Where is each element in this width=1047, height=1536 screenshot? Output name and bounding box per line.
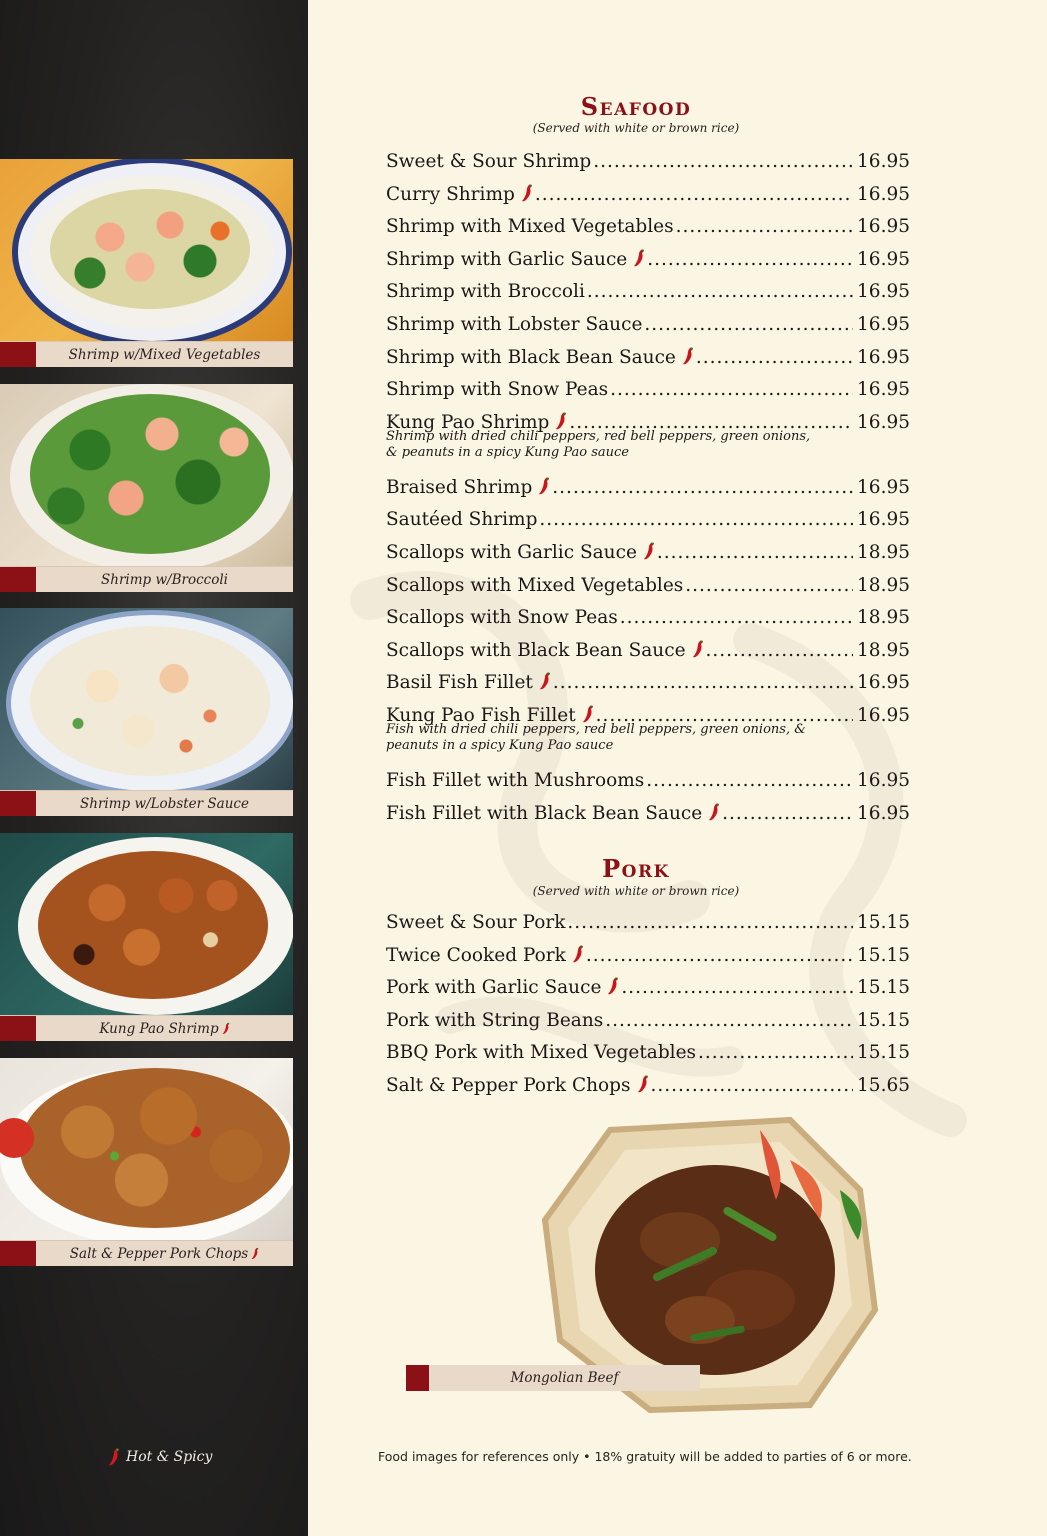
photo-card-shrimp-mixed-vegetables [0,159,293,367]
photo-card-salt-pepper-pork-chops [0,1058,293,1266]
menu-item-price: 16.95 [857,313,910,335]
menu-item-name [386,509,537,530]
menu-item-name [386,977,619,998]
dot-leader [535,184,853,205]
menu-item-price: 16.95 [857,183,910,205]
section-subtitle-seafood: (Served with white or brown rice) [532,121,740,135]
menu-item-name-text: Shrimp with Garlic Sauce [386,248,628,270]
dot-leader [698,1042,853,1063]
menu-item [386,977,910,1010]
photo-caption [0,1240,293,1266]
dot-leader [647,249,853,270]
menu-item-row [386,912,910,933]
menu-item-name-text: BBQ Pork with Mixed Vegetables [386,1042,697,1064]
menu-item-price: 15.65 [857,1074,910,1096]
dot-leader [621,977,853,998]
dot-leader [657,542,853,563]
menu-item-row [386,803,910,824]
menu-item-name-text: Shrimp with Snow Peas [386,379,609,401]
dot-leader [553,672,853,693]
section-title-pork: Pork [602,854,670,883]
menu-item-price: 16.95 [857,672,910,694]
menu-item-name [386,216,674,237]
menu-item-name [386,347,694,368]
menu-item-name-text: Sweet & Sour Shrimp [386,151,592,172]
menu-item [386,705,910,770]
menu-item [386,640,910,673]
menu-item-name-text: Shrimp with Lobster Sauce [386,313,643,335]
menu-item [386,575,910,608]
menu-item-price: 16.95 [857,248,910,270]
dot-leader [651,1075,854,1096]
menu-item-name [386,1010,603,1031]
menu-item-row [386,977,910,998]
menu-item-name-text: Pork with String Beans [386,1009,604,1031]
menu-item-name-text: Basil Fish Fillet [386,672,533,694]
menu-item-price: 16.95 [857,281,910,303]
hot-pepper-icon [539,672,551,690]
menu-item-price: 16.95 [857,379,910,401]
menu-item [386,184,910,217]
dot-leader [586,945,853,966]
menu-item-price: 16.95 [857,346,910,368]
legend-text: Hot & Spicy [126,1449,213,1465]
menu-item-row [386,1075,910,1096]
seafood-menu-list [386,151,910,835]
dot-leader [587,281,853,302]
menu-item-price: 16.95 [857,769,910,791]
dot-leader [646,770,853,791]
menu-item-row [386,477,910,498]
dot-leader [539,509,853,530]
menu-item-row [386,1010,910,1031]
menu-item-name-text: Shrimp with Broccoli [386,281,585,303]
dot-leader [605,1010,853,1031]
hot-pepper-icon [572,945,584,963]
photo-caption-text [36,1241,293,1267]
menu-item-name [386,314,642,335]
menu-item [386,1075,910,1108]
photo-caption [0,790,293,816]
menu-item-name-text: Scallops with Black Bean Sauce [386,639,686,661]
hot-pepper-icon [643,542,655,560]
photo-card-shrimp-broccoli [0,384,293,592]
menu-item [386,1042,910,1075]
menu-item-row [386,509,910,530]
photo-caption-text: Shrimp w/Broccoli [101,572,228,588]
menu-item-row [386,542,910,563]
menu-item-price: 18.95 [857,574,910,596]
menu-item-price: 16.95 [857,216,910,238]
menu-item [386,542,910,575]
menu-item-name-text: Kung Pao Shrimp [386,411,550,433]
menu-item-row [386,379,910,400]
menu-item-name [386,575,683,596]
menu-item-row [386,945,910,966]
menu-item-price: 16.95 [857,151,910,172]
menu-item-description: Fish with dried chili peppers, red bell peppers, green onions, & peanuts in a spicy Kung Pao sauce [386,721,806,753]
menu-item-price: 18.95 [857,541,910,563]
food-photo [0,1058,293,1240]
photo-caption-label: Salt & Pepper Pork Chops [69,1246,249,1262]
hot-pepper-icon [633,249,645,267]
menu-item [386,314,910,347]
menu-item-name [386,542,655,563]
menu-item [386,216,910,249]
menu-item-price: 15.15 [857,977,910,999]
menu-item-price: 18.95 [857,607,910,629]
menu-item-name-text: Fish Fillet with Mushrooms [386,769,645,791]
hot-pepper-icon [521,184,533,202]
menu-item-price: 15.15 [857,912,910,933]
menu-item-name-text: Salt & Pepper Pork Chops [386,1074,631,1096]
hot-pepper-icon [607,977,619,995]
menu-item [386,509,910,542]
dot-leader [610,379,853,400]
menu-item-name [386,281,585,302]
menu-item-name [386,184,533,205]
menu-item-name [386,945,584,966]
menu-item [386,151,910,184]
menu-item [386,249,910,282]
menu-item-name-text: Scallops with Snow Peas [386,607,618,629]
food-photo [0,608,293,790]
menu-item [386,281,910,314]
food-photo [0,833,293,1015]
menu-item-name-text: Scallops with Garlic Sauce [386,541,637,563]
menu-item [386,672,910,705]
section-title-seafood: Seafood [580,92,692,121]
menu-item-row [386,640,910,661]
hot-pepper-icon [222,1022,230,1035]
menu-item-row [386,1042,910,1063]
menu-item [386,477,910,510]
menu-item-name-text: Shrimp with Mixed Vegetables [386,216,674,238]
hot-pepper-icon [538,477,550,495]
menu-item-row [386,347,910,368]
photo-caption [0,566,293,592]
dot-leader [696,347,853,368]
hot-pepper-icon [108,1447,120,1467]
mongolian-beef-caption [406,1365,700,1391]
menu-item [386,412,910,477]
menu-item-name [386,477,550,498]
menu-item-name [386,379,608,400]
pork-menu-list [386,912,910,1108]
menu-item-name [386,151,591,172]
menu-item [386,347,910,380]
menu-item-name [386,770,644,791]
hot-pepper-icon [582,705,594,723]
dot-leader [593,151,853,172]
menu-item-price: 16.95 [857,476,910,498]
menu-item-name-text: Fish Fillet with Black Bean Sauce [386,802,703,824]
menu-item-price: 16.95 [857,802,910,824]
menu-item-name-text: Twice Cooked Pork [386,944,566,966]
menu-item-name-text: Braised Shrimp [386,476,533,498]
menu-item-name [386,912,565,933]
menu-item-row [386,281,910,302]
mongolian-beef-caption-text: Mongolian Beef [510,1370,619,1386]
dot-leader [567,912,853,933]
photo-caption-label: Kung Pao Shrimp [99,1021,219,1037]
menu-item-row [386,216,910,237]
menu-item-name [386,249,645,270]
dot-leader [676,216,853,237]
dot-leader [722,803,853,824]
menu-item-name [386,607,618,628]
photo-caption [0,1015,293,1041]
menu-item-name-text: Curry Shrimp [386,183,515,205]
menu-item-name-text: Kung Pao Fish Fillet [386,704,576,726]
menu-item-name-text: Scallops with Mixed Vegetables [386,574,684,596]
hot-pepper-icon [555,412,567,430]
menu-item-price: 16.95 [857,704,910,726]
hot-pepper-icon [708,803,720,821]
menu-item [386,803,910,836]
menu-item-name [386,803,720,824]
menu-item-row [386,314,910,335]
hot-pepper-icon [637,1075,649,1093]
menu-item-name-text: Sautéed Shrimp [386,509,538,531]
menu-item [386,770,910,803]
menu-item-price: 15.15 [857,944,910,966]
menu-item-price: 15.15 [857,1009,910,1031]
menu-item-row [386,672,910,693]
menu-item-name-text: Pork with Garlic Sauce [386,977,602,999]
menu-item-name [386,640,704,661]
photo-caption-text: Shrimp w/Mixed Vegetables [68,347,261,363]
dot-leader [620,607,853,628]
hot-spicy-legend [108,1447,212,1467]
photo-card-kung-pao-shrimp [0,833,293,1041]
menu-item-name-text: Shrimp with Black Bean Sauce [386,346,676,368]
menu-item-row [386,249,910,270]
menu-item-price: 16.95 [857,509,910,531]
menu-item-price: 16.95 [857,411,910,433]
section-subtitle-pork: (Served with white or brown rice) [532,884,740,898]
dot-leader [552,477,853,498]
menu-item-row [386,151,910,172]
menu-item [386,945,910,978]
menu-item-name [386,672,551,693]
photo-caption [0,341,293,367]
food-photo [0,159,293,341]
dot-leader [685,575,853,596]
menu-item-row [386,607,910,628]
menu-item-row [386,184,910,205]
menu-item-description: Shrimp with dried chili peppers, red bell peppers, green onions, & peanuts in a spicy Kung Pao sauce [386,428,811,460]
photo-card-shrimp-lobster-sauce [0,608,293,816]
hot-pepper-icon [251,1247,259,1260]
menu-item [386,912,910,945]
photo-caption-text: Shrimp w/Lobster Sauce [80,796,249,812]
dot-leader [706,640,854,661]
hot-pepper-icon [682,347,694,365]
menu-item-name-text: Sweet & Sour Pork [386,912,566,933]
menu-item-row [386,575,910,596]
dot-leader [644,314,853,335]
menu-item-price: 18.95 [857,639,910,661]
menu-item-name [386,1075,649,1096]
hot-pepper-icon [692,640,704,658]
food-photo [0,384,293,566]
menu-item-name [386,1042,696,1063]
photo-caption-text [36,1016,293,1042]
left-panel [0,0,308,1536]
menu-item-row [386,770,910,791]
menu-item [386,607,910,640]
footer-note: Food images for references only • 18% gratuity will be added to parties of 6 or more. [378,1449,912,1464]
menu-item [386,1010,910,1043]
menu-item [386,379,910,412]
menu-item-price: 15.15 [857,1042,910,1064]
